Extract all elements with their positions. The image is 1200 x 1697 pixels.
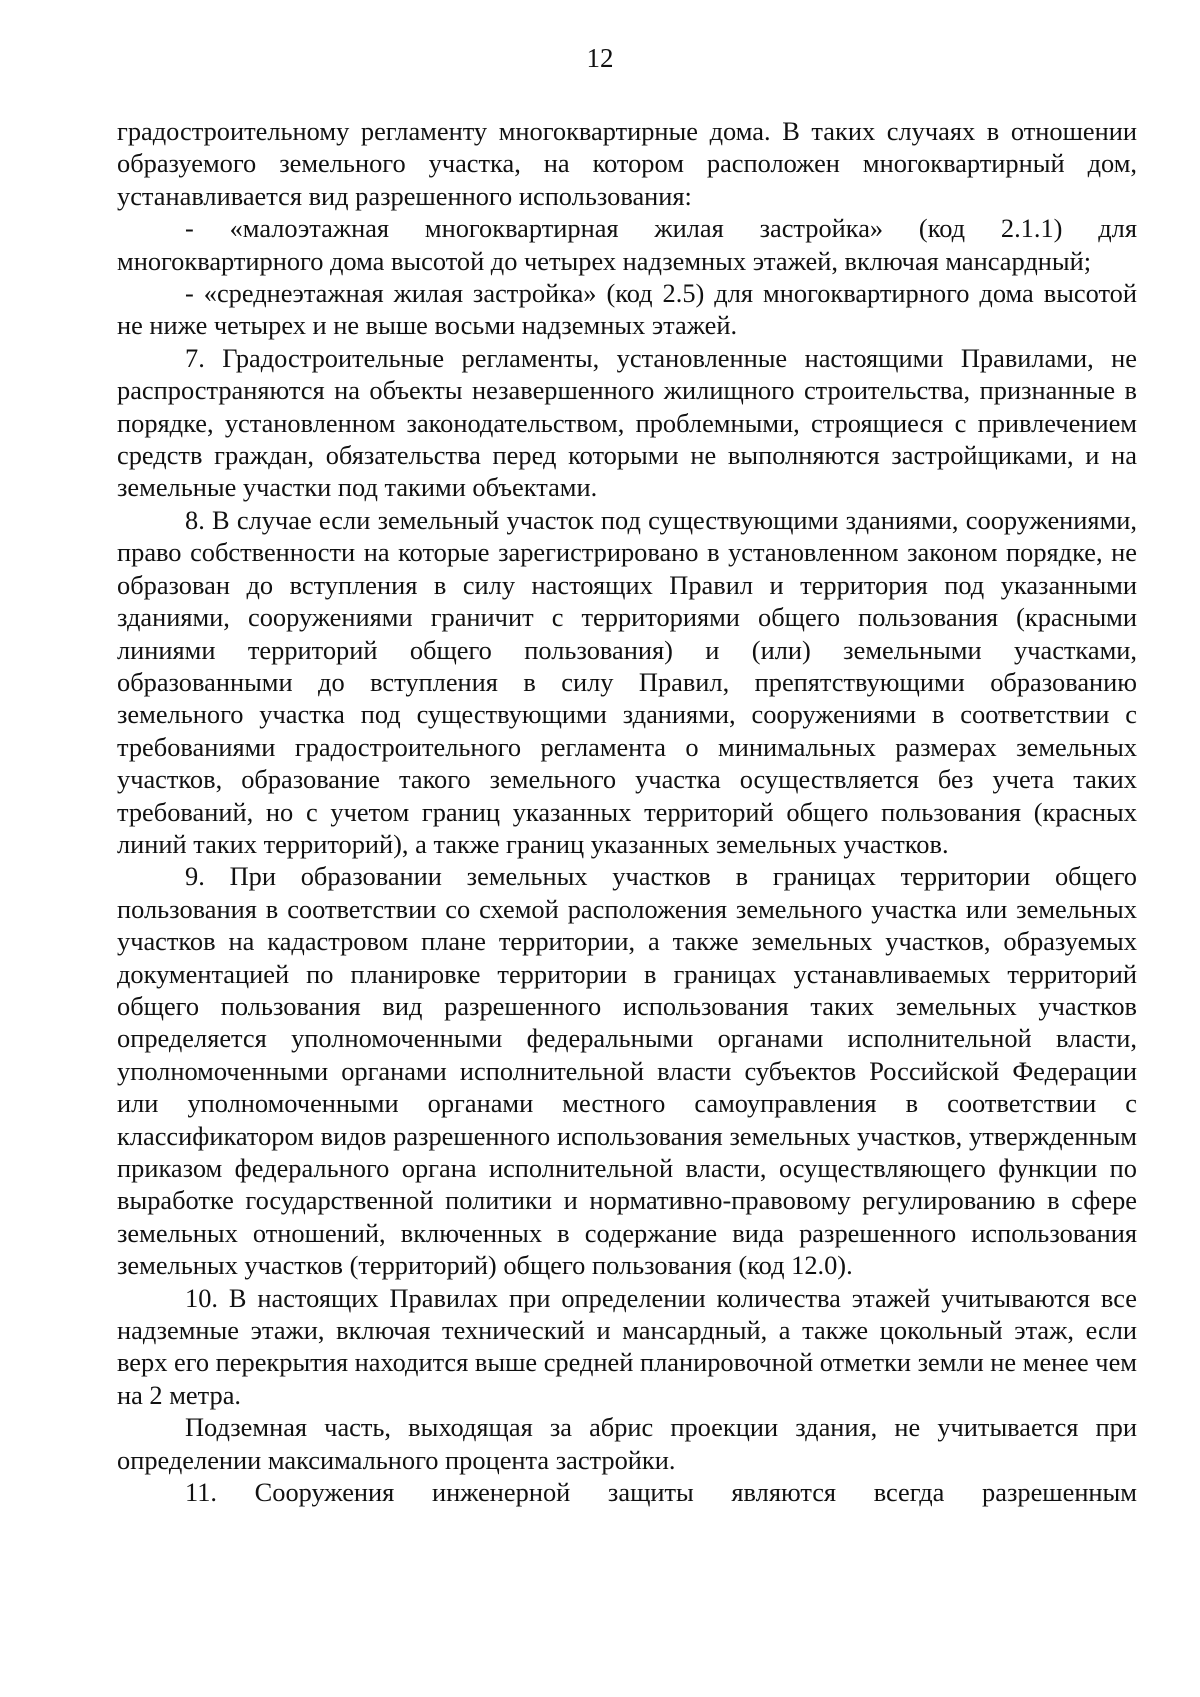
paragraph-underground-part: Подземная часть, выходящая за абрис проекции здания, не учитывается при определении максимального процента застройки. <box>117 1412 1137 1475</box>
page-number: 12 <box>586 43 614 73</box>
list-item-mid-rise: - «среднеэтажная жилая застройка» (код 2.5) для многоквартирного дома высотой не ниже четырех и не выше восьми надземных этажей. <box>117 278 1137 341</box>
paragraph-item-10: 10. В настоящих Правилах при определении количества этажей учитываются все надземные этажи, включая технический и мансардный, а также цокольный этаж, если верх его перекрытия находится выше средней планировочной отметки земли не менее чем на 2 метра. <box>117 1282 1137 1410</box>
paragraph-item-8: 8. В случае если земельный участок под существующими зданиями, сооружениями, право собственности на которые зарегистрировано в установленном законом порядке, не образован до вступления в силу настоящих Правил и территория под указанными зданиями, сооружениями граничит с территориями общего пользования (красными линиями территорий общего пользования) и (или) земельными участками, образованными до вступления в силу Правил, препятствующими образованию земельного участка под существующими зданиями, сооружениями в соответствии с требованиями градостроительного регламента о минимальных размерах земельных участков, образование такого земельного участка осуществляется без учета таких требований, но с учетом границ указанных территорий общего пользования (красных линий таких территорий), а также границ указанных земельных участков. <box>117 504 1137 859</box>
document-body <box>117 115 1137 1508</box>
paragraph-item-7: 7. Градостроительные регламенты, установленные настоящими Правилами, не распространяются на объекты незавершенного жилищного строительства, признанные в порядке, установленном законодательством, проблемными, строящиеся с привлечением средств граждан, обязательства перед которыми не выполняются застройщиками, и на земельные участки под такими объектами. <box>117 342 1137 503</box>
paragraph-item-9: 9. При образовании земельных участков в границах территории общего пользования в соответствии со схемой расположения земельного участка или земельных участков на кадастровом плане территории, а также земельных участков, образуемых документацией по планировке территории в границах устанавливаемых территорий общего пользования вид разрешенного использования таких земельных участков определяется уполномоченными федеральными органами исполнительной власти, уполномоченными органами исполнительной власти субъектов Российской Федерации или уполномоченными органами местного самоуправления в соответствии с классификатором видов разрешенного использования земельных участков, утвержденным приказом федерального органа исполнительной власти, осуществляющего функции по выработке государственной политики и нормативно-правовому регулированию в сфере земельных отношений, включенных в содержание вида разрешенного использования земельных участков (территорий) общего пользования (код 12.0). <box>117 861 1137 1281</box>
paragraph-item-11: 11. Сооружения инженерной защиты являются всегда разрешенным <box>185 1477 1137 1508</box>
paragraph-continuation: градостроительному регламенту многоквартирные дома. В таких случаях в отношении образуемого земельного участка, на котором расположен многоквартирный дом, устанавливается вид разрешенного использования: <box>117 116 1137 211</box>
list-item-low-rise: - «малоэтажная многоквартирная жилая застройка» (код 2.1.1) для многоквартирного дома высотой до четырех надземных этажей, включая мансардный; <box>117 213 1137 276</box>
